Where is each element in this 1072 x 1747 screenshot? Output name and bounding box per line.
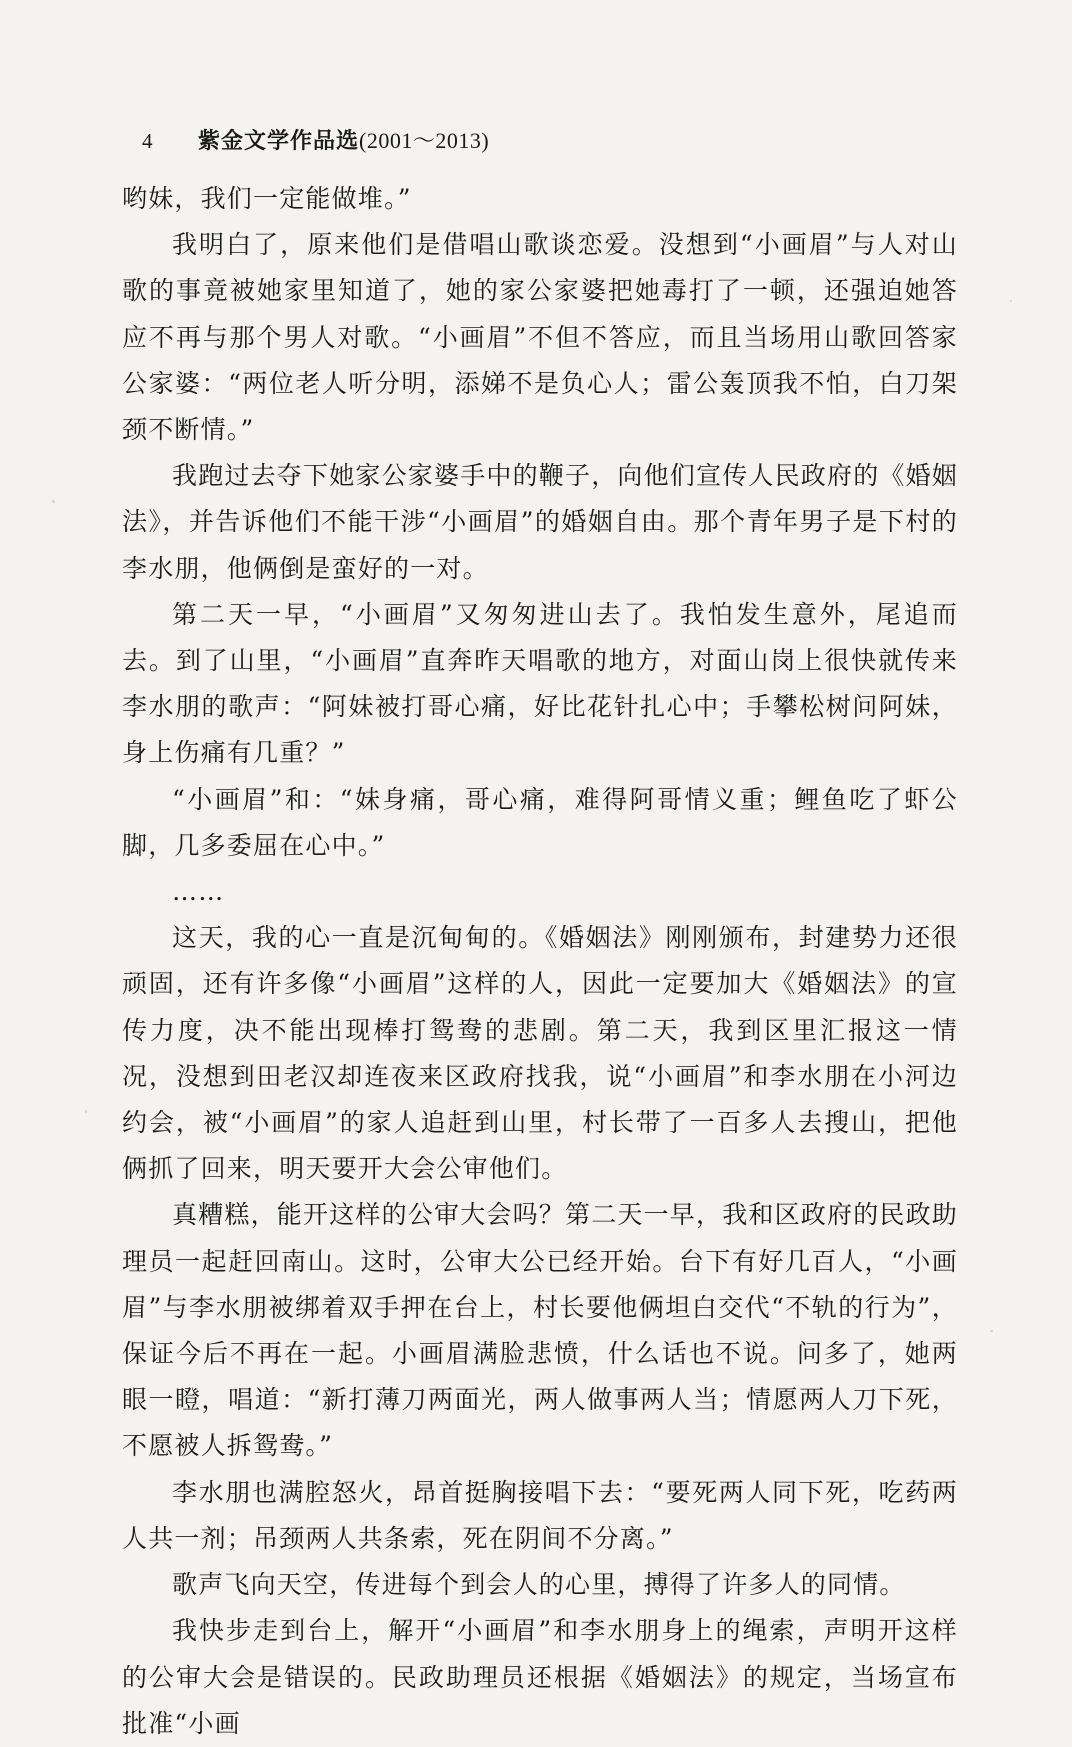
paper-speck [1010, 300, 1012, 302]
book-title: 紫金文学作品选 [198, 129, 360, 154]
body-text [122, 176, 958, 1747]
paragraph: 李水朋也满腔怒火，昂首挺胸接唱下去：“要死两人同下死，吃药两人共一剂；吊颈两人共条索，死在阴间不分离。” [122, 1477, 958, 1553]
paper-speck [52, 500, 55, 503]
paragraph: 歌声飞向天空，传进每个到会人的心里，搏得了许多人的同情。 [172, 1570, 906, 1600]
running-header [142, 124, 489, 158]
paragraph: 第二天一早，“小画眉”又匆匆进山去了。我怕发生意外，尾追而去。到了山里，“小画眉”直奔昨天唱歌的地方，对面山岗上很快就传来李水朋的歌声：“阿妹被打哥心痛，好比花针扎心中；手攀松树问阿妹，身上伤痛有几重？” [122, 599, 958, 768]
paragraph: “小画眉”和：“妹身痛，哥心痛，难得阿哥情义重；鲤鱼吃了虾公脚，几多委屈在心中。” [122, 784, 958, 860]
paper-speck [85, 1110, 87, 1113]
ellipsis-paragraph: …… [172, 877, 225, 907]
paragraph: 我明白了，原来他们是借唱山歌谈恋爱。没想到“小画眉”与人对山歌的事竟被她家里知道了，她的家公家婆把她毒打了一顿，还强迫她答应不再与那个男人对歌。“小画眉”不但不答应，而且当场用山歌回答家公家婆：“两位老人听分明，添娣不是负心人；雷公轰顶我不怕，白刀架颈不断情。” [122, 230, 958, 445]
paragraph: 我跑过去夺下她家公家婆手中的鞭子，向他们宣传人民政府的《婚姻法》，并告诉他们不能干涉“小画眉”的婚姻自由。那个青年男子是下村的李水朋，他俩倒是蛮好的一对。 [122, 461, 959, 583]
paragraph: 这天，我的心一直是沉甸甸的。《婚姻法》刚刚颁布，封建势力还很顽固，还有许多像“小画眉”这样的人，因此一定要加大《婚姻法》的宣传力度，决不能出现棒打鸳鸯的悲剧。第二天，我到区里汇报这一情况，没想到田老汉却连夜来区政府找我，说“小画眉”和李水朋在小河边约会，被“小画眉”的家人追赶到山里，村长带了一百多人去搜山，把他俩抓了回来，明天要开大会公审他们。 [122, 923, 958, 1184]
paragraph: 真糟糕，能开这样的公审大会吗？第二天一早，我和区政府的民政助理员一起赶回南山。这时，公审大公已经开始。台下有好几百人，“小画眉”与李水朋被绑着双手押在台上，村长要他俩坦白交代“不轨的行为”，保证今后不再在一起。小画眉满脸悲愤，什么话也不说。问多了，她两眼一瞪，唱道：“新打薄刀两面光，两人做事两人当；情愿两人刀下死，不愿被人拆鸳鸯。” [122, 1200, 959, 1461]
page-number: 4 [142, 129, 153, 153]
book-year-range: (2001～2013) [359, 128, 490, 153]
paragraph: 我快步走到台上，解开“小画眉”和李水朋身上的绳索，声明开这样的公审大会是错误的。民政助理员还根据《婚姻法》的规定，当场宣布批准“小画 [122, 1616, 958, 1738]
paper-speck [990, 1330, 993, 1332]
paragraph-continued: 哟妹，我们一定能做堆。” [122, 184, 412, 213]
